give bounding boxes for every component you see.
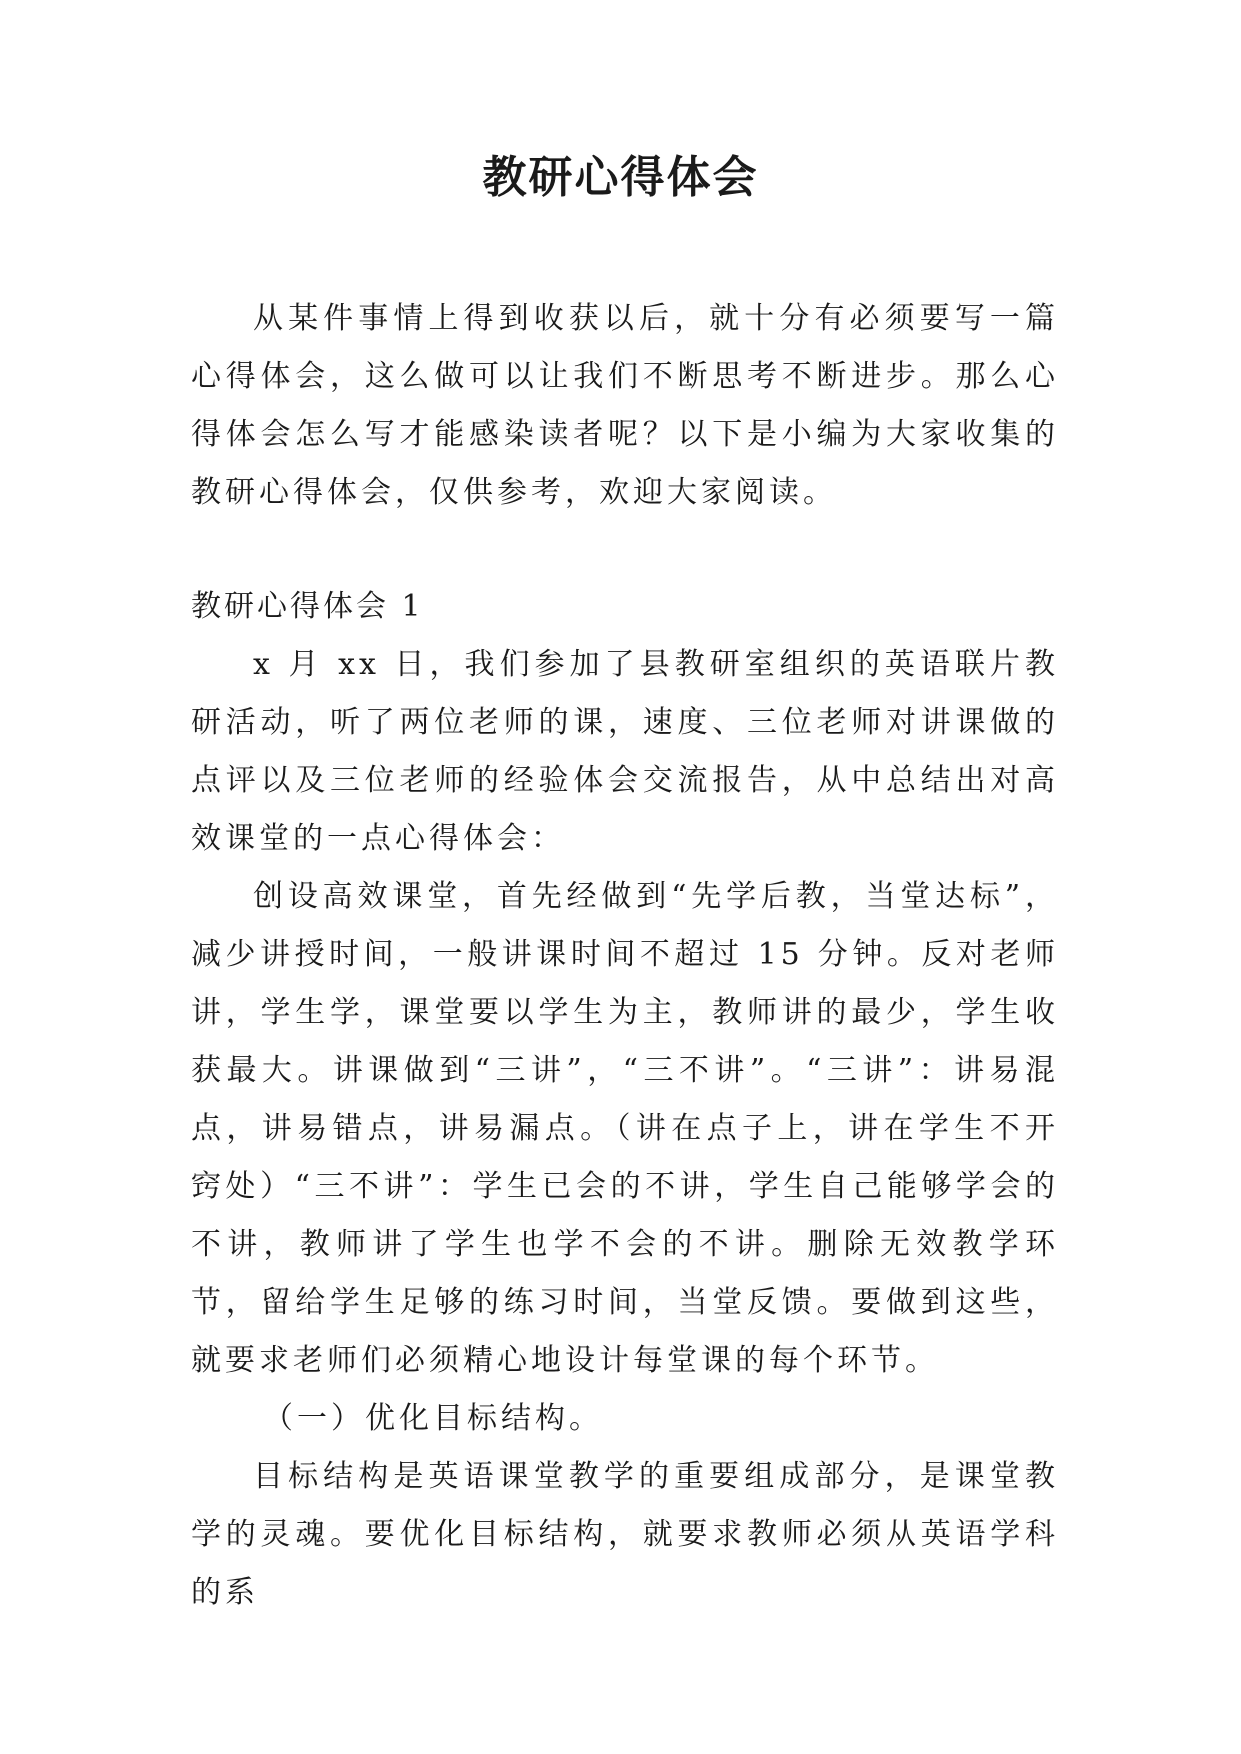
intro-block	[191, 290, 1059, 522]
body-paragraph-2: 创设高效课堂，首先经做到“先学后教，当堂达标”，减少讲授时间，一般讲课时间不超过 15 分钟。反对老师讲，学生学，课堂要以学生为主，教师讲的最少，学生收获最大。讲课做到“三讲”，“三不讲”。“三讲”：讲易混点，讲易错点，讲易漏点。（讲在点子上，讲在学生不开窍处）“三不讲”：学生已会的不讲，学生自己能够学会的不讲，教师讲了学生也学不会的不讲。删除无效教学环节，留给学生足够的练习时间，当堂反馈。要做到这些，就要求老师们必须精心地设计每堂课的每个环节。	[191, 879, 1059, 1378]
sub-heading: （一）优化目标结构。	[263, 1401, 603, 1436]
section-body	[191, 636, 1059, 1622]
body-paragraph-3: 目标结构是英语课堂教学的重要组成部分，是课堂教学的灵魂。要优化目标结构，就要求教师必须从英语学科的系	[191, 1459, 1059, 1610]
intro-paragraph: 从某件事情上得到收获以后，就十分有必须要写一篇心得体会，这么做可以让我们不断思考不断进步。那么心得体会怎么写才能感染读者呢？以下是小编为大家收集的教研心得体会，仅供参考，欢迎大家阅读。	[191, 301, 1059, 510]
document-title: 教研心得体会	[482, 152, 759, 203]
section-heading: 教研心得体会 1	[191, 589, 424, 624]
body-paragraph-1: x 月 xx 日，我们参加了县教研室组织的英语联片教研活动，听了两位老师的课，速度、三位老师对讲课做的点评以及三位老师的经验体会交流报告，从中总结出对高效课堂的一点心得体会：	[191, 647, 1059, 856]
